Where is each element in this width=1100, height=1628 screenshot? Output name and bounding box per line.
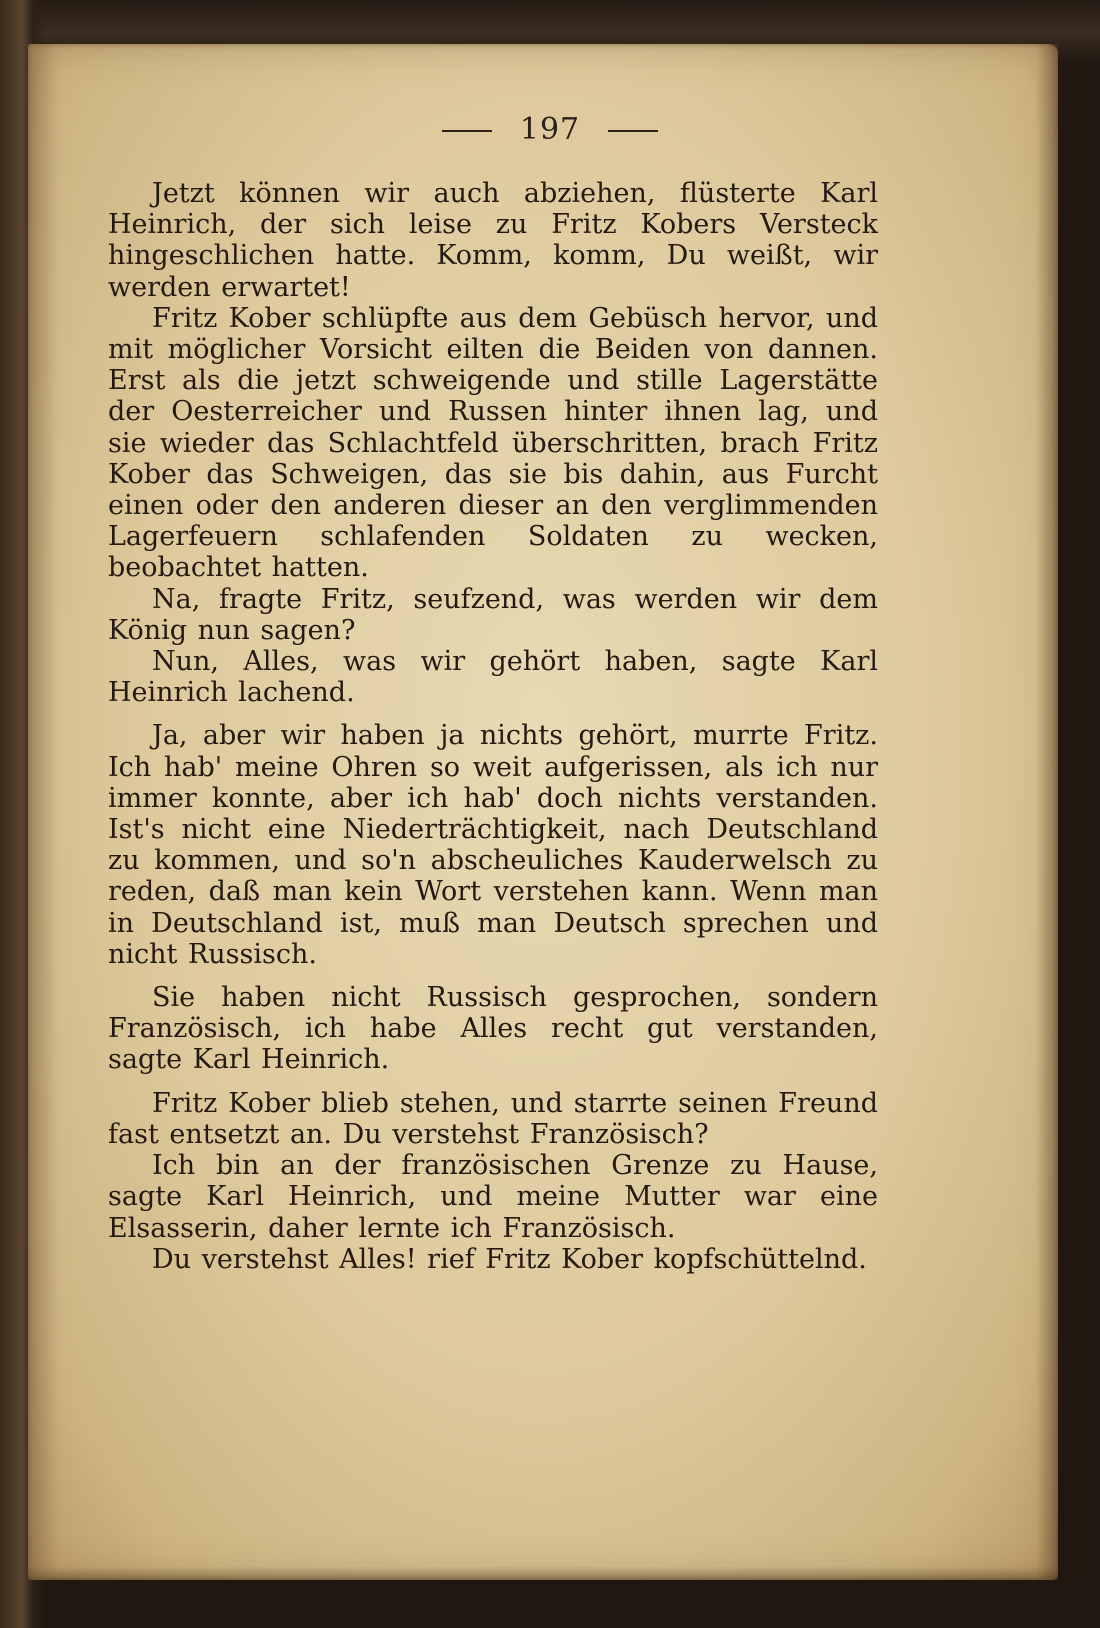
header-dash-right	[608, 130, 658, 132]
paragraph-1: Jetzt können wir auch abziehen, flüsterte Karl Heinrich, der sich leise zu Fritz Kobers Versteck hingeschlichen hatte. Komm, komm, Du weißt, wir werden erwartet!	[108, 178, 878, 303]
page-number: 197	[519, 112, 581, 147]
paragraph-9: Du verstehst Alles! rief Fritz Kober kopfschüttelnd.	[152, 1243, 867, 1275]
paragraph-3: Na, fragte Fritz, seufzend, was werden wir dem König nun sagen?	[108, 583, 878, 646]
page-edge-left	[28, 44, 58, 1580]
body-text	[108, 178, 878, 1275]
page-header	[0, 112, 1100, 147]
header-dash-left	[442, 130, 492, 132]
paragraph-8: Ich bin an der französischen Grenze zu Hause, sagte Karl Heinrich, und meine Mutter war eine Elsasserin, daher lernte ich Französisch.	[108, 1150, 878, 1244]
paragraph-6: Sie haben nicht Russisch gesprochen, sondern Französisch, ich habe Alles recht gut verstanden, sagte Karl Heinrich.	[108, 982, 878, 1076]
page-edge-right	[1036, 44, 1058, 1580]
paragraph-5: Ja, aber wir haben ja nichts gehört, murrte Fritz. Ich hab' meine Ohren so weit aufgerissen, als ich nur immer konnte, aber ich hab' doch nichts verstanden. Ist's nicht eine Niederträchtigkeit, nach Deutschland zu kommen, und so'n abscheuliches Kauderwelsch zu reden, daß man kein Wort verstehen kann. Wenn man in Deutschland ist, muß man Deutsch sprechen und nicht Russisch.	[108, 720, 878, 970]
paragraph-7: Fritz Kober blieb stehen, und starrte seinen Freund fast entsetzt an. Du verstehst Französisch?	[108, 1087, 878, 1150]
paragraph-4: Nun, Alles, was wir gehört haben, sagte Karl Heinrich lachend.	[108, 646, 878, 709]
page-bottom-shadow	[28, 1566, 1058, 1580]
paragraph-2: Fritz Kober schlüpfte aus dem Gebüsch hervor, und mit möglicher Vorsicht eilten die Beiden von dannen. Erst als die jetzt schweigende und stille Lagerstätte der Oesterreicher und Russen hinter ihnen lag, und sie wieder das Schlachtfeld überschritten, brach Fritz Kober das Schweigen, das sie bis dahin, aus Furcht einen oder den anderen dieser an den verglimmenden Lagerfeuern schlafenden Soldaten zu wecken, beobachtet hatten.	[108, 302, 878, 584]
